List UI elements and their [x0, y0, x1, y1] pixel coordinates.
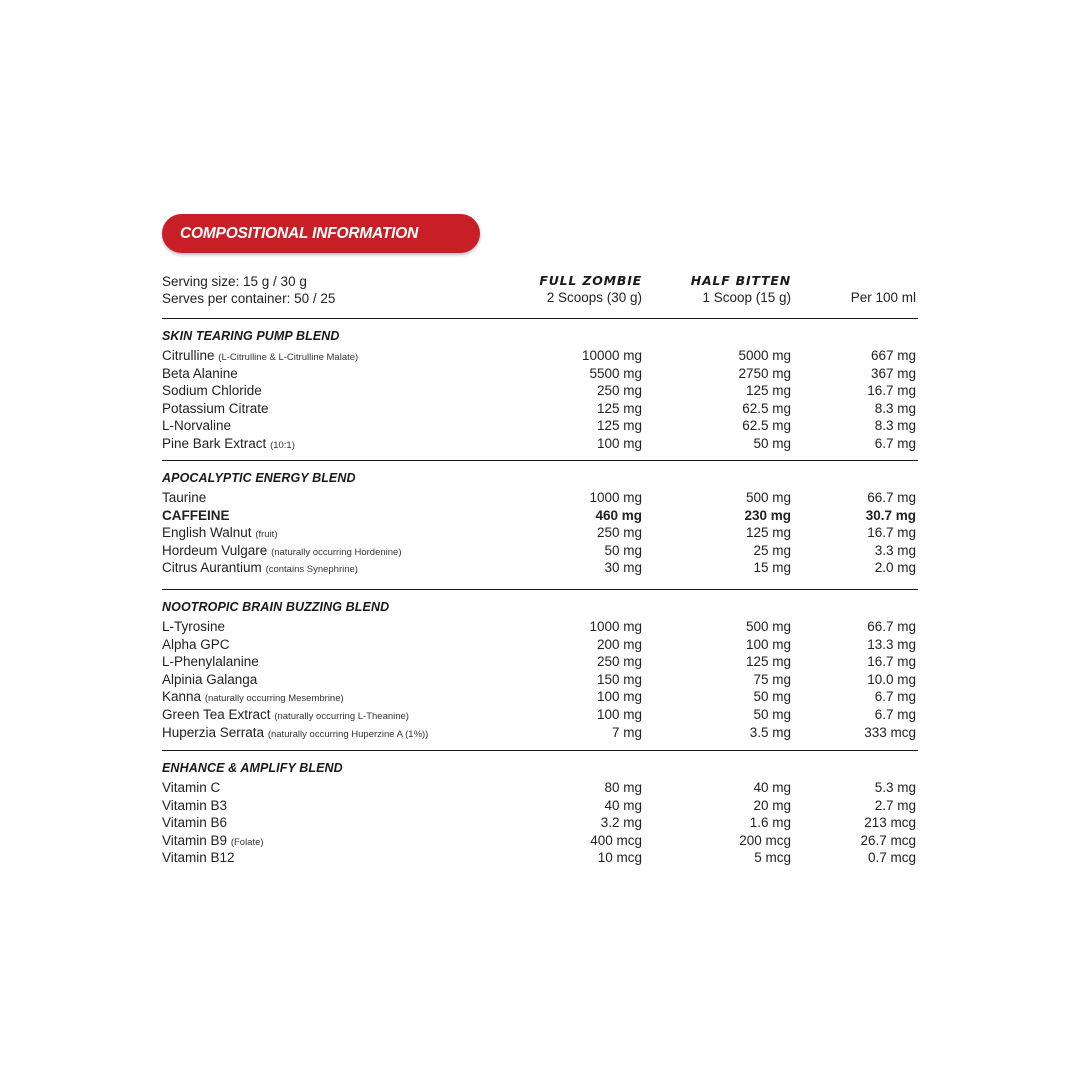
ingredient-name: Alpinia Galanga	[162, 671, 258, 687]
ingredient-row	[162, 849, 918, 867]
amount-per-100ml: 8.3 mg	[874, 400, 916, 416]
ingredient-name-cell	[162, 400, 552, 418]
ingredient-row	[162, 706, 918, 724]
ingredient-name-cell	[162, 779, 552, 797]
ingredient-name-cell	[162, 489, 552, 507]
ingredient-name-cell	[162, 814, 552, 832]
amount-per-100ml: 5.3 mg	[874, 780, 916, 795]
ingredient-name: Vitamin B12	[162, 850, 235, 866]
ingredient-row	[162, 507, 918, 525]
ingredient-name: CAFFEINE	[162, 507, 230, 523]
ingredient-name: Kanna	[162, 689, 202, 705]
amount-half-bitten: 50 mg	[753, 706, 791, 722]
ingredient-name-cell	[162, 797, 552, 815]
amount-full-zombie: 250 mg	[596, 525, 642, 541]
amount-half-bitten: 230 mg	[744, 507, 791, 523]
ingredient-note: (fruit)	[255, 529, 278, 541]
amount-full-zombie: 7 mg	[611, 724, 642, 740]
amount-per-100ml: 213 mcg	[864, 815, 916, 831]
amount-full-zombie: 10 mcg	[597, 850, 642, 866]
amount-half-bitten: 125 mg	[745, 654, 791, 670]
amount-half-bitten: 500 mg	[745, 490, 791, 505]
ingredient-name-cell	[162, 524, 552, 542]
amount-half-bitten: 25 mg	[753, 542, 791, 558]
amount-full-zombie: 10000 mg	[581, 348, 642, 363]
per-100ml-label: Per 100 ml	[850, 290, 916, 305]
amount-full-zombie: 200 mg	[596, 636, 642, 652]
amount-per-100ml: 16.7 mg	[867, 383, 916, 399]
blend-section	[162, 318, 918, 453]
amount-per-100ml: 30.7 mg	[865, 507, 916, 523]
blend-title: APOCALYPTIC ENERGY BLEND	[162, 471, 356, 485]
ingredient-name: Green Tea Extract	[162, 706, 271, 722]
serves-per-container: Serves per container: 50 / 25	[162, 291, 336, 306]
amount-half-bitten: 50 mg	[753, 435, 791, 451]
amount-full-zombie: 100 mg	[596, 435, 642, 451]
amount-half-bitten: 62.5 mg	[742, 418, 791, 434]
ingredient-row	[162, 797, 918, 815]
ingredient-name: Taurine	[162, 490, 207, 505]
ingredient-name-cell	[162, 507, 552, 525]
ingredient-row	[162, 671, 918, 689]
column-header-full-zombie	[539, 272, 642, 306]
ingredient-name: Pine Bark Extract	[162, 435, 267, 451]
ingredient-name: Vitamin C	[162, 780, 221, 795]
amount-per-100ml: 8.3 mg	[874, 418, 916, 434]
amount-per-100ml: 0.7 mcg	[867, 850, 916, 866]
amount-full-zombie: 30 mg	[604, 560, 642, 576]
blend-title: NOOTROPIC BRAIN BUZZING BLEND	[162, 600, 390, 614]
amount-full-zombie: 400 mcg	[590, 832, 642, 848]
ingredient-note: (naturally occurring Hordenine)	[271, 546, 402, 558]
serving-info	[162, 273, 335, 307]
amount-half-bitten: 3.5 mg	[749, 724, 791, 740]
serving-size: Serving size: 15 g / 30 g	[162, 274, 307, 289]
ingredient-name: Beta Alanine	[162, 365, 238, 381]
ingredient-name-cell	[162, 542, 552, 560]
amount-per-100ml: 333 mcg	[864, 724, 916, 740]
ingredient-row	[162, 653, 918, 671]
amount-half-bitten: 20 mg	[753, 797, 791, 813]
amount-half-bitten: 50 mg	[753, 689, 791, 705]
column-header-per-100ml	[851, 289, 916, 306]
ingredient-row	[162, 489, 918, 507]
ingredient-name-cell	[162, 435, 552, 453]
amount-half-bitten: 15 mg	[753, 560, 791, 576]
ingredient-name: Potassium Citrate	[162, 400, 269, 416]
ingredient-note: (10:1)	[270, 439, 295, 451]
amount-full-zombie: 80 mg	[604, 780, 642, 795]
amount-per-100ml: 6.7 mg	[874, 706, 916, 722]
ingredient-name: Alpha GPC	[162, 636, 230, 652]
amount-half-bitten: 2750 mg	[738, 365, 791, 381]
ingredient-row	[162, 779, 918, 797]
ingredient-note: (contains Synephrine)	[265, 564, 358, 576]
blend-title: SKIN TEARING PUMP BLEND	[162, 329, 340, 343]
half-bitten-serving: 1 Scoop (15 g)	[702, 290, 791, 305]
half-bitten-label: HALF BITTEN	[690, 273, 791, 288]
amount-full-zombie: 250 mg	[596, 654, 642, 670]
amount-full-zombie: 50 mg	[604, 542, 642, 558]
amount-full-zombie: 100 mg	[596, 689, 642, 705]
ingredient-note: (naturally occurring Huperzine A (1%))	[267, 728, 429, 740]
ingredient-name: Hordeum Vulgare	[162, 542, 268, 558]
ingredient-name-cell	[162, 724, 552, 742]
amount-full-zombie: 250 mg	[596, 383, 642, 399]
ingredient-name: Vitamin B9	[162, 832, 228, 848]
amount-full-zombie: 125 mg	[596, 418, 642, 434]
ingredient-row	[162, 636, 918, 654]
ingredient-name: L-Norvaline	[162, 418, 232, 434]
ingredient-name-cell	[162, 832, 552, 850]
amount-per-100ml: 6.7 mg	[874, 689, 916, 705]
ingredient-row	[162, 524, 918, 542]
full-zombie-label: FULL ZOMBIE	[539, 273, 642, 288]
amount-half-bitten: 5 mcg	[754, 850, 791, 866]
amount-full-zombie: 125 mg	[596, 400, 642, 416]
ingredient-name: L-Tyrosine	[162, 619, 226, 634]
amount-full-zombie: 40 mg	[604, 797, 642, 813]
ingredient-name-cell	[162, 347, 552, 365]
ingredient-row	[162, 365, 918, 383]
ingredient-row	[162, 618, 918, 636]
ingredient-name: Sodium Chloride	[162, 383, 262, 399]
amount-half-bitten: 1.6 mg	[749, 815, 791, 831]
ingredient-name-cell	[162, 636, 552, 654]
amount-full-zombie: 5500 mg	[589, 365, 642, 381]
amount-half-bitten: 125 mg	[745, 525, 791, 541]
ingredient-name-cell	[162, 365, 552, 383]
ingredient-name-cell	[162, 559, 552, 577]
amount-half-bitten: 200 mcg	[739, 832, 791, 848]
amount-per-100ml: 667 mg	[870, 348, 916, 363]
amount-per-100ml: 26.7 mcg	[860, 832, 916, 848]
ingredient-name-cell	[162, 382, 552, 400]
ingredient-name-cell	[162, 618, 552, 636]
ingredient-name-cell	[162, 688, 552, 706]
column-header-half-bitten	[691, 272, 791, 306]
ingredient-row	[162, 542, 918, 560]
amount-half-bitten: 100 mg	[745, 636, 791, 652]
ingredient-row	[162, 382, 918, 400]
ingredient-name-cell	[162, 706, 552, 724]
ingredient-row	[162, 417, 918, 435]
amount-full-zombie: 1000 mg	[589, 619, 642, 634]
amount-full-zombie: 1000 mg	[589, 490, 642, 505]
amount-per-100ml: 13.3 mg	[867, 636, 916, 652]
amount-half-bitten: 62.5 mg	[742, 400, 791, 416]
ingredient-name-cell	[162, 671, 552, 689]
ingredient-name: Huperzia Serrata	[162, 724, 265, 740]
amount-per-100ml: 16.7 mg	[867, 525, 916, 541]
amount-per-100ml: 10.0 mg	[867, 671, 916, 687]
amount-per-100ml: 66.7 mg	[867, 619, 916, 634]
ingredient-note: (L-Citrulline & L-Citrulline Malate)	[218, 352, 359, 363]
ingredient-name: Citrulline	[162, 348, 215, 363]
blend-section	[162, 460, 918, 577]
ingredient-row	[162, 832, 918, 850]
amount-full-zombie: 3.2 mg	[600, 815, 642, 831]
amount-per-100ml: 2.7 mg	[874, 797, 916, 813]
amount-per-100ml: 2.0 mg	[874, 560, 916, 576]
ingredient-row	[162, 559, 918, 577]
amount-half-bitten: 500 mg	[745, 619, 791, 634]
amount-half-bitten: 125 mg	[745, 383, 791, 399]
full-zombie-serving: 2 Scoops (30 g)	[546, 290, 642, 305]
ingredient-row	[162, 400, 918, 418]
amount-full-zombie: 100 mg	[596, 706, 642, 722]
ingredient-note: (naturally occurring L-Theanine)	[274, 710, 409, 722]
blend-section	[162, 589, 918, 741]
amount-per-100ml: 66.7 mg	[867, 490, 916, 505]
ingredient-row	[162, 435, 918, 453]
ingredient-row	[162, 724, 918, 742]
ingredient-name-cell	[162, 653, 552, 671]
ingredient-name: English Walnut	[162, 525, 252, 541]
amount-half-bitten: 40 mg	[753, 780, 791, 795]
amount-full-zombie: 460 mg	[595, 507, 642, 523]
amount-per-100ml: 3.3 mg	[874, 542, 916, 558]
ingredient-name: Vitamin B3	[162, 797, 228, 813]
ingredient-name: Vitamin B6	[162, 815, 228, 831]
ingredient-name: Citrus Aurantium	[162, 560, 262, 576]
section-header-pill: COMPOSITIONAL INFORMATION	[162, 214, 480, 253]
ingredient-name-cell	[162, 849, 552, 867]
amount-per-100ml: 16.7 mg	[867, 654, 916, 670]
ingredient-row	[162, 347, 918, 365]
ingredient-name: L-Phenylalanine	[162, 654, 259, 670]
amount-per-100ml: 367 mg	[870, 365, 916, 381]
ingredient-note: (naturally occurring Mesembrine)	[204, 693, 344, 705]
amount-half-bitten: 75 mg	[753, 671, 791, 687]
ingredient-row	[162, 688, 918, 706]
blend-section	[162, 750, 918, 867]
ingredient-row	[162, 814, 918, 832]
amount-per-100ml: 6.7 mg	[874, 435, 916, 451]
ingredient-note: (Folate)	[230, 836, 264, 848]
blend-title: ENHANCE & AMPLIFY BLEND	[162, 761, 343, 775]
ingredient-name-cell	[162, 417, 552, 435]
amount-half-bitten: 5000 mg	[738, 348, 791, 363]
amount-full-zombie: 150 mg	[596, 671, 642, 687]
